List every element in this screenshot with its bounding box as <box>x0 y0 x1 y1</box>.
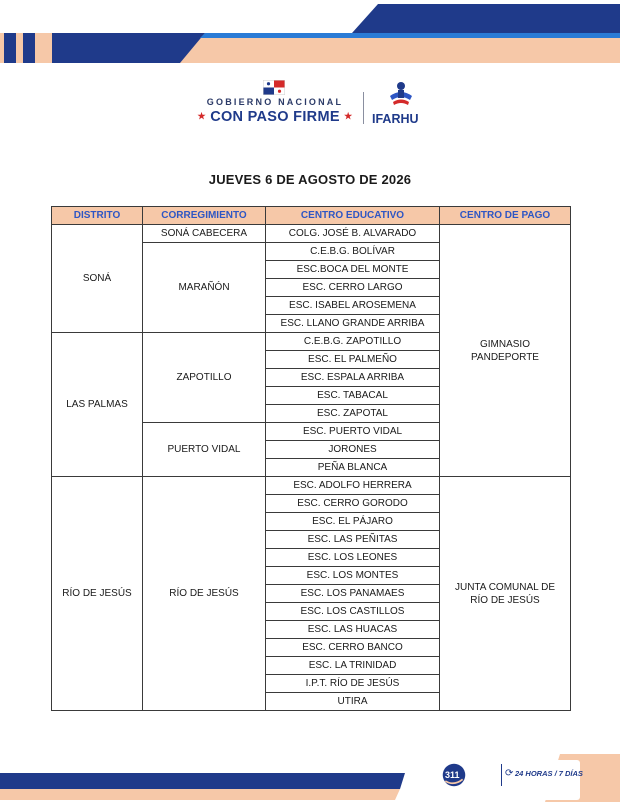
payment-schedule-table <box>51 206 571 711</box>
top-decoration <box>0 0 620 80</box>
distrito-cell: SONÁ <box>52 225 143 333</box>
escuela-cell: ESC.BOCA DEL MONTE <box>266 261 440 279</box>
corregimiento-cell: ZAPOTILLO <box>143 333 266 423</box>
escuela-cell: ESC. CERRO GORODO <box>266 495 440 513</box>
escuela-cell: ESC. ISABEL AROSEMENA <box>266 297 440 315</box>
escuela-cell: COLG. JOSÉ B. ALVARADO <box>266 225 440 243</box>
header-centro-pago: CENTRO DE PAGO <box>440 207 571 225</box>
table-row <box>52 225 571 243</box>
corregimiento-cell: MARAÑÓN <box>143 243 266 333</box>
distrito-cell: RÍO DE JESÚS <box>52 477 143 711</box>
escuela-cell: ESC. LOS LEONES <box>266 549 440 567</box>
hours-text: 24 HORAS / 7 DÍAS <box>515 769 583 778</box>
gobierno-line2 <box>190 109 360 125</box>
escuela-cell: ESC. LAS HUACAS <box>266 621 440 639</box>
table-row <box>52 477 571 495</box>
clock-icon: ⟳ <box>505 768 514 779</box>
escuela-cell: ESC. TABACAL <box>266 387 440 405</box>
logo-divider <box>363 92 364 124</box>
escuela-cell: ESC. PUERTO VIDAL <box>266 423 440 441</box>
escuela-cell: I.P.T. RÍO DE JESÚS <box>266 675 440 693</box>
escuela-cell: ESC. EL PALMEÑO <box>266 351 440 369</box>
escuela-cell: ESC. LLANO GRANDE ARRIBA <box>266 315 440 333</box>
escuela-cell: C.E.B.G. BOLÍVAR <box>266 243 440 261</box>
table-header-row <box>52 207 571 225</box>
ifarhu-emblem-icon <box>384 80 418 110</box>
centro-pago-cell: GIMNASIO PANDEPORTE <box>440 225 571 477</box>
escuela-cell: PEÑA BLANCA <box>266 459 440 477</box>
panama-flag-icon <box>263 80 285 95</box>
gobierno-nacional-logo <box>190 80 360 128</box>
escuela-cell: ESC. LOS PANAMAES <box>266 585 440 603</box>
corregimiento-cell: PUERTO VIDAL <box>143 423 266 477</box>
schedule-title: JUEVES 6 DE AGOSTO DE 2026 <box>208 172 412 187</box>
escuela-cell: ESC. ESPALA ARRIBA <box>266 369 440 387</box>
escuela-cell: ESC. ZAPOTAL <box>266 405 440 423</box>
badge-divider <box>501 764 502 786</box>
escuela-cell: C.E.B.G. ZAPOTILLO <box>266 333 440 351</box>
star-icon: ★ <box>197 111 206 121</box>
header-corregimiento: CORREGIMIENTO <box>143 207 266 225</box>
escuela-cell: ESC. LA TRINIDAD <box>266 657 440 675</box>
gobierno-line1: GOBIERNO NACIONAL <box>206 97 344 107</box>
escuela-cell: JORONES <box>266 441 440 459</box>
distrito-cell: LAS PALMAS <box>52 333 143 477</box>
header-centro-educativo: CENTRO EDUCATIVO <box>266 207 440 225</box>
escuela-cell: ESC. CERRO BANCO <box>266 639 440 657</box>
ifarhu-logo <box>372 80 432 128</box>
escuela-cell: ESC. ADOLFO HERRERA <box>266 477 440 495</box>
header-distrito: DISTRITO <box>52 207 143 225</box>
escuela-cell: UTIRA <box>266 693 440 711</box>
centro-pago-cell: JUNTA COMUNAL DE RÍO DE JESÚS <box>440 477 571 711</box>
escuela-cell: ESC. CERRO LARGO <box>266 279 440 297</box>
star-icon: ★ <box>344 111 353 121</box>
line-311-badge <box>441 762 581 792</box>
corregimiento-cell: RÍO DE JESÚS <box>143 477 266 711</box>
escuela-cell: ESC. EL PÁJARO <box>266 513 440 531</box>
escuela-cell: ESC. LAS PEÑITAS <box>266 531 440 549</box>
gobierno-slogan: CON PASO FIRME <box>210 109 340 125</box>
badge-number: 311 <box>445 770 460 780</box>
escuela-cell: ESC. LOS MONTES <box>266 567 440 585</box>
ifarhu-wordmark: IFARHU <box>372 112 419 126</box>
escuela-cell: ESC. LOS CASTILLOS <box>266 603 440 621</box>
corregimiento-cell: SONÁ CABECERA <box>143 225 266 243</box>
